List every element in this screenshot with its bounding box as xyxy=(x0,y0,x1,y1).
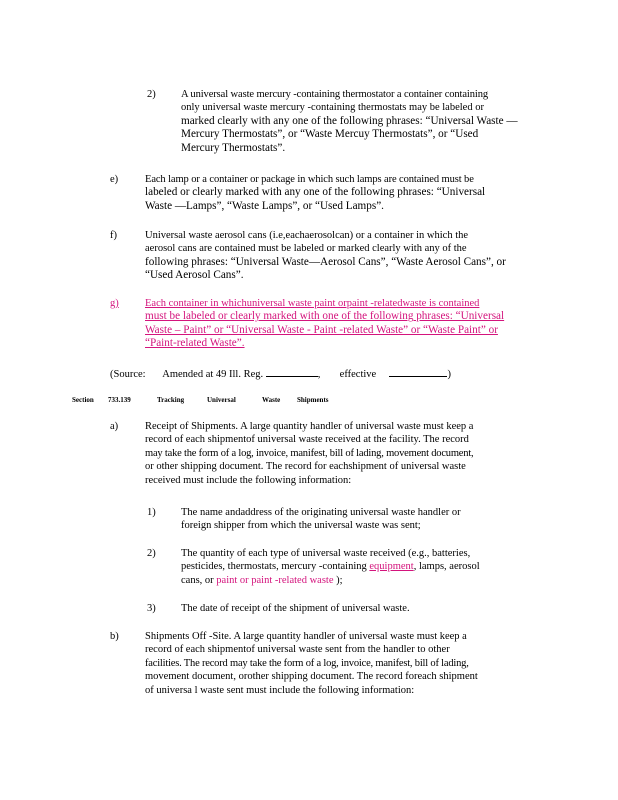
text-line: Mercury Thermostats”. xyxy=(181,141,286,154)
inserted-text-line: Waste – Paint” or “Universal Waste - Paint -related Waste” or “Waste Paint” or xyxy=(145,323,498,336)
section-title-word: Shipments xyxy=(297,396,329,404)
item-b-text xyxy=(145,630,530,697)
text-line xyxy=(181,560,526,573)
register-blank xyxy=(266,367,318,377)
text-line: record of each shipmentof universal waste received at the facility. The record xyxy=(145,434,469,446)
text-segment: , lamps, aerosol xyxy=(413,561,480,573)
item-e-number: e) xyxy=(110,174,119,185)
sub-2-text xyxy=(181,547,526,587)
source-effective: effective xyxy=(339,369,377,380)
text-line: of universa l waste sent must include the following information: xyxy=(145,684,415,696)
section-title-word: Tracking xyxy=(157,396,185,404)
section-word: Section xyxy=(72,396,94,404)
text-line: aerosol cans are contained must be labeled or marked clearly with any of the xyxy=(145,243,467,255)
text-line: record of each shipmentof universal waste sent from the handler to other xyxy=(145,644,450,656)
section-title-word: Waste xyxy=(262,396,281,404)
text-line: foreign shipper from which the universal waste was sent; xyxy=(181,520,421,532)
text-line: Each lamp or a container or package in which such lamps are contained must be xyxy=(145,174,474,185)
text-line: following phrases: “Universal Waste—Aerosol Cans”, “Waste Aerosol Cans”, or xyxy=(145,255,506,268)
item-a-text xyxy=(145,420,530,487)
item-g-text xyxy=(145,297,535,351)
text-line: movement document, orother shipping document. The record foreach shipment xyxy=(145,671,478,683)
section-number: 733.139 xyxy=(108,396,131,404)
text-segment: cans, or xyxy=(181,574,214,586)
sub-1-text xyxy=(181,506,521,533)
sub-1-number: 1) xyxy=(147,507,156,518)
item-a-number: a) xyxy=(110,421,119,432)
text-line: Mercury Thermostats”, or “Waste Mercuy Thermostats”, or “Used xyxy=(181,128,479,141)
text-line: Universal waste aerosol cans (i.e,eachaerosolcan) or a container in which the xyxy=(145,230,469,241)
text-line: The name andaddress of the originating universal waste handler or xyxy=(181,507,461,518)
source-text: Amended at 49 Ill. Reg. xyxy=(162,369,264,380)
text-line: or other shipping document. The record for eachshipment of universal waste xyxy=(145,461,466,473)
text-line xyxy=(181,574,526,587)
text-line: only universal waste mercury -containing thermostats may be labeled or xyxy=(181,102,484,114)
text-line: Shipments Off -Site. A large quantity handler of universal waste must keep a xyxy=(145,631,467,642)
item-f-text xyxy=(145,229,535,283)
text-line: Waste —Lamps”, “Waste Lamps”, or “Used Lamps”. xyxy=(145,199,384,212)
text-segment: pesticides, thermostats, mercury -containing xyxy=(181,561,367,573)
inserted-text: paint or paint -related waste xyxy=(216,574,334,586)
inserted-text: equipment xyxy=(369,561,414,573)
text-line: received must include the following information: xyxy=(145,474,352,486)
source-comma: , xyxy=(317,369,321,380)
sub-3-number: 3) xyxy=(147,603,156,614)
text-line: may take the form of a log, invoice, manifest, bill of lading, movement document, xyxy=(145,447,474,459)
sub-2-number: 2) xyxy=(147,548,156,559)
inserted-text-line: “Paint-related Waste”. xyxy=(145,337,245,350)
text-line: Receipt of Shipments. A large quantity handler of universal waste must keep a xyxy=(145,421,474,432)
source-label: (Source: xyxy=(110,369,146,380)
inserted-text-line: must be labeled or clearly marked with one of the following phrases: “Universal xyxy=(145,310,505,323)
text-line: A universal waste mercury -containing thermostator a container containing xyxy=(181,89,489,100)
item-e-text xyxy=(145,173,535,213)
item-f-number: f) xyxy=(110,230,117,241)
source-note xyxy=(110,367,451,381)
effective-date-blank xyxy=(389,367,447,377)
section-title-word: Universal xyxy=(207,396,236,404)
item-2-text xyxy=(181,88,531,155)
text-line: facilities. The record may take the form of a log, invoice, manifest, bill of lading, xyxy=(145,657,469,669)
item-g-number: g) xyxy=(110,298,119,309)
sub-3-text xyxy=(181,602,521,615)
source-close: ) xyxy=(447,369,451,380)
item-2-number: 2) xyxy=(147,89,156,100)
text-line: The date of receipt of the shipment of universal waste. xyxy=(181,603,410,614)
text-line: marked clearly with any one of the following phrases: “Universal Waste — xyxy=(181,114,518,127)
text-line: The quantity of each type of universal waste received (e.g., batteries, xyxy=(181,548,471,559)
inserted-text-line: Each container in whichuniversal waste paint orpaint -relatedwaste is contained xyxy=(145,298,480,309)
text-line: “Used Aerosol Cans”. xyxy=(145,269,244,282)
text-segment: ); xyxy=(336,574,343,586)
text-line: labeled or clearly marked with any one of the following phrases: “Universal xyxy=(145,186,486,199)
item-b-number: b) xyxy=(110,631,119,642)
